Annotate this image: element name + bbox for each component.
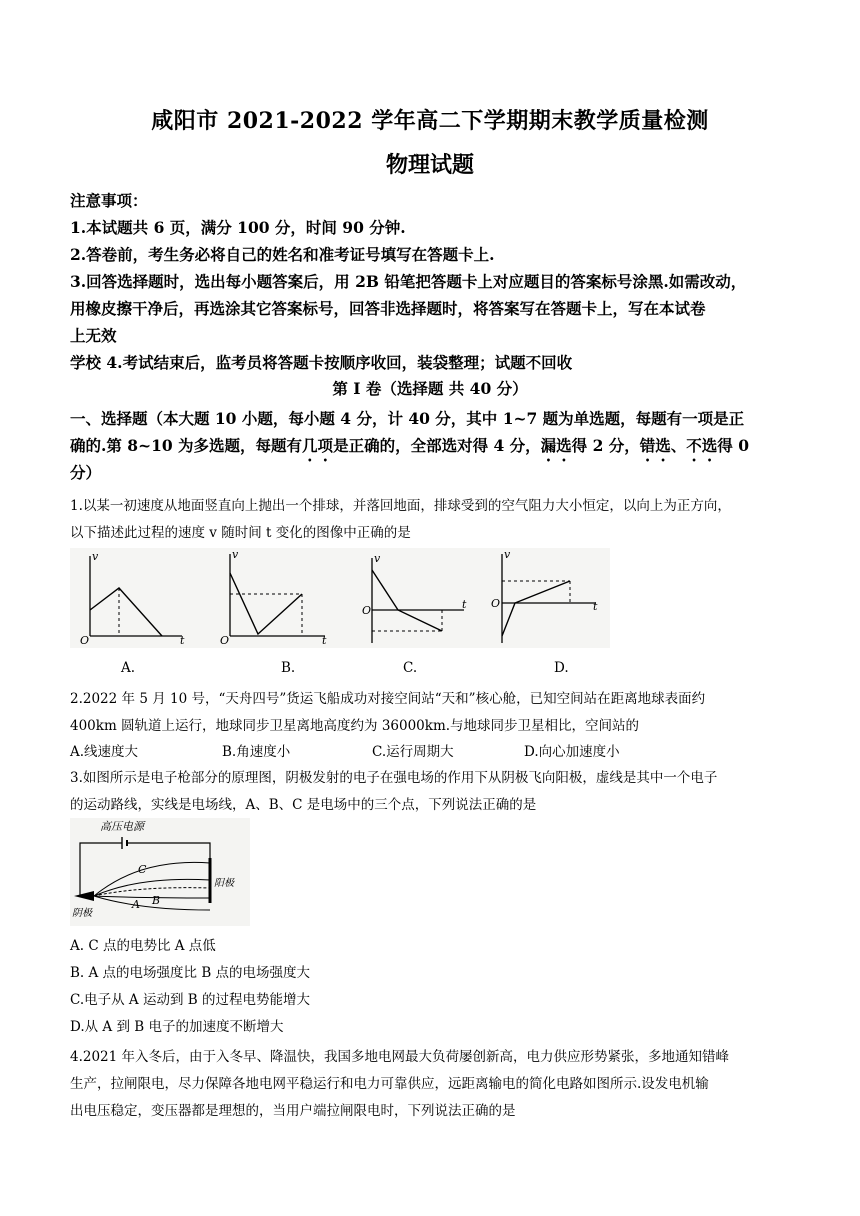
graph-a-t-label: t xyxy=(180,634,185,647)
section-intro-line-1: 一、选择题（本大题 10 小题，每小题 4 分，计 40 分，其中 1~7 题为单选题，每题有一项是正 xyxy=(70,409,745,428)
q1-label-b: B. xyxy=(281,660,296,676)
notice-item-1: 1.本试题共 6 页，满分 100 分，时间 90 分钟. xyxy=(70,218,406,237)
q3-option-a: A. C 点的电势比 A 点低 xyxy=(70,938,216,954)
point-b-label: B xyxy=(152,894,161,907)
graph-b-origin: O xyxy=(220,634,230,647)
q2-option-b: B.角速度小 xyxy=(222,744,291,760)
q1-line-2: 以下描述此过程的速度 v 随时间 t 变化的图像中正确的是 xyxy=(70,525,411,541)
emphasis-wrong: 错选 xyxy=(639,436,671,455)
graph-c-origin: O xyxy=(362,604,372,617)
point-c-label: C xyxy=(138,863,147,876)
emphasis-none: 不选 xyxy=(686,436,718,455)
q2-option-a: A.线速度大 xyxy=(70,744,139,760)
q2-line-2: 400km 圆轨道上运行，地球同步卫星离地高度约为 36000km.与地球同步卫星相比，空间站的 xyxy=(70,718,640,734)
q2-line-1: 2.2022 年 5 月 10 号，“天舟四号”货运飞船成功对接空间站“天和”核心舱，已知空间站在距离地球表面约 xyxy=(70,691,706,707)
q4-line-2: 生产，拉闸限电，尽力保障各地电网平稳运行和电力可靠供应，远距离输电的简化电路如图所示.设发电机输 xyxy=(70,1076,709,1092)
graph-d-t-label: t xyxy=(593,600,598,613)
notice-item-4: 学校 4.考试结束后，监考员将答题卡按顺序收回，装袋整理；试题不回收 xyxy=(70,353,573,372)
graph-d-v-label: v xyxy=(504,548,511,561)
q4-line-1: 4.2021 年入冬后，由于入冬早、降温快，我国多地电网最大负荷屡创新高，电力供应形势紧张，多地通知错峰 xyxy=(70,1049,730,1065)
q2-option-d: D.向心加速度小 xyxy=(524,744,620,760)
graph-a-origin: O xyxy=(80,634,90,647)
q1-label-d: D. xyxy=(554,660,569,676)
q3-electron-gun-figure xyxy=(70,818,250,926)
figure-background xyxy=(70,818,250,926)
graph-d-origin: O xyxy=(491,597,501,610)
anode-label: 阳极 xyxy=(214,878,234,889)
point-a-label: A xyxy=(132,898,140,911)
intro-text-a: 确的.第 8~10 为多选题，每题有 xyxy=(70,436,303,455)
emphasis-several: 几项 xyxy=(302,436,334,455)
q1-line-1: 1.以某一初速度从地面竖直向上抛出一个排球，并落回地面，排球受到的空气阻力大小恒定，以向上为正方向， xyxy=(70,498,731,514)
intro-text-e: 得 0 xyxy=(717,436,749,455)
graph-c-t-label: t xyxy=(462,598,467,611)
graph-b-t-label: t xyxy=(322,634,327,647)
notice-item-3-line-1: 3.回答选择题时，选出每小题答案后，用 2B 铅笔把答题卡上对应题目的答案标号涂黑.如需改动， xyxy=(70,272,747,291)
intro-text-d: 、 xyxy=(670,436,687,455)
q4-line-3: 出电压稳定，变压器都是理想的，当用户端拉闸限电时，下列说法正确的是 xyxy=(70,1103,516,1119)
intro-text-b: 是正确的，全部选对得 4 分， xyxy=(333,436,541,455)
cathode-label: 阴极 xyxy=(72,908,92,919)
q3-option-c: C.电子从 A 运动到 B 的过程电势能增大 xyxy=(70,992,310,1008)
q3-option-d: D.从 A 到 B 电子的加速度不断增大 xyxy=(70,1019,284,1035)
section-intro-line-3: 分） xyxy=(70,463,102,482)
notice-item-3-line-3: 上无效 xyxy=(70,326,117,345)
q1-label-a: A. xyxy=(121,660,136,676)
intro-text-c: 得 2 分， xyxy=(571,436,640,455)
q1-graphs xyxy=(70,548,610,648)
exam-subtitle: 物理试题 xyxy=(385,152,474,178)
notice-item-2: 2.答卷前，考生务必将自己的姓名和准考证号填写在答题卡上. xyxy=(70,245,495,264)
notice-item-3-line-2: 用橡皮擦干净后，再选涂其它答案标号，回答非选择题时，将答案写在答题卡上，写在本试卷 xyxy=(70,299,706,318)
graph-c-v-label: v xyxy=(374,552,381,565)
q3-line-1: 3.如图所示是电子枪部分的原理图，阴极发射的电子在强电场的作用下从阴极飞向阳极，虚线是其中一个电子 xyxy=(70,770,718,786)
q2-option-c: C.运行周期大 xyxy=(372,744,454,760)
q3-line-2: 的运动路线，实线是电场线，A、B、C 是电场中的三个点，下列说法正确的是 xyxy=(70,797,537,813)
q3-option-b: B. A 点的电场强度比 B 点的电场强度大 xyxy=(70,965,311,981)
source-label: 高压电源 xyxy=(100,820,144,833)
exam-title: 咸阳市 2021-2022 学年高二下学期期末教学质量检测 xyxy=(151,108,709,134)
emphasis-missed: 漏选 xyxy=(540,436,572,455)
q1-label-c: C. xyxy=(403,660,418,676)
graph-a-v-label: v xyxy=(92,550,99,563)
graph-b-v-label: v xyxy=(232,548,239,561)
notice-heading: 注意事项： xyxy=(70,191,148,210)
section-title: 第 I 卷（选择题 共 40 分） xyxy=(332,379,528,398)
